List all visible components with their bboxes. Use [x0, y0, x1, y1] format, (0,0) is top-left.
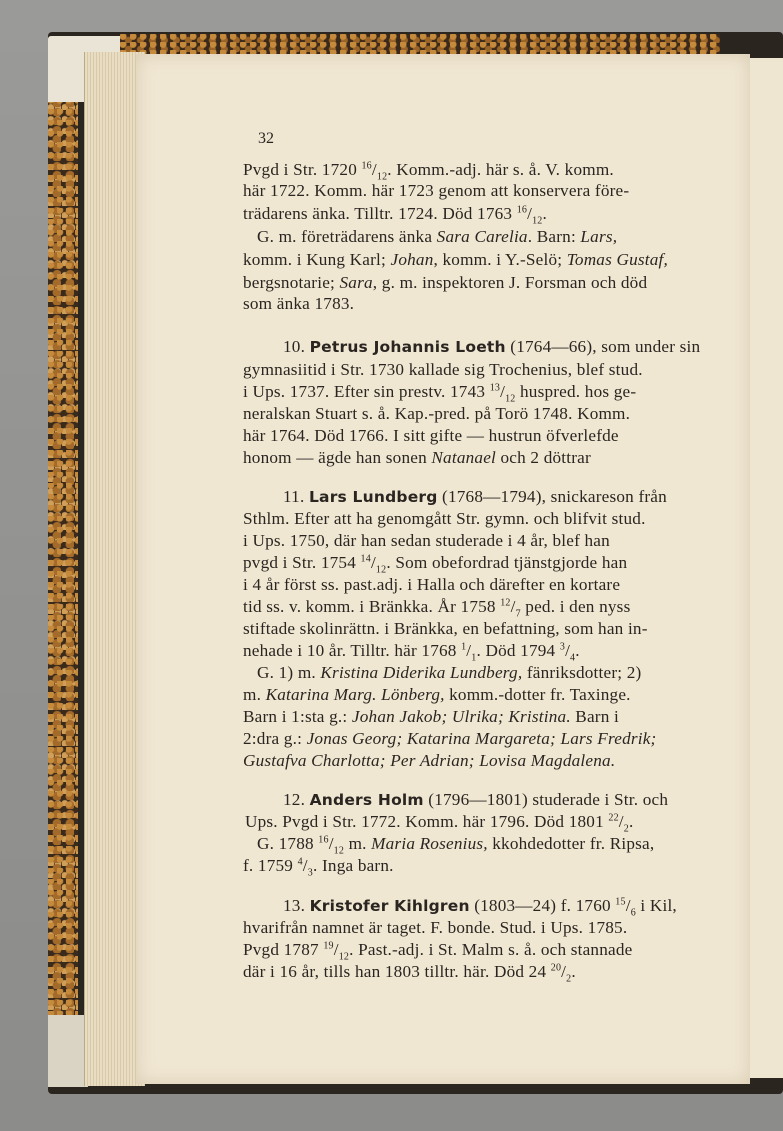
text-line: [243, 685, 631, 705]
text-run: bergsnotarie;: [243, 273, 340, 292]
next-page-edge: [750, 58, 783, 1078]
text-run: 22: [608, 812, 619, 824]
text-run: .: [575, 641, 580, 660]
text-line: [283, 790, 668, 810]
text-run: /: [328, 834, 334, 853]
text-run: 3: [559, 641, 566, 653]
text-line: [243, 751, 615, 771]
text-run: . Past.-adj. i St. Malm s. å. och stannade: [349, 940, 633, 959]
text-line: [257, 663, 641, 683]
text-line: [283, 337, 700, 357]
text-run: .: [628, 812, 634, 831]
text-line: [243, 181, 629, 201]
text-run: 2:dra g.:: [243, 729, 307, 748]
text-run: /: [466, 641, 472, 660]
italic-text: Johan Jakob; Ulrika; Kristina.: [351, 707, 571, 726]
text-line: [243, 294, 354, 314]
italic-text: Sara: [339, 273, 373, 292]
text-line: [257, 227, 617, 247]
text-run: 12: [338, 951, 350, 963]
text-run: 14: [360, 553, 371, 565]
text-line: [243, 250, 668, 270]
text-run: . Död 1794: [476, 641, 560, 660]
text-run: (1768—1794), snickareson från: [437, 487, 667, 506]
italic-text: Natanael: [431, 448, 497, 467]
text-line: [243, 619, 648, 639]
text-run: Barn i 1:sta g.:: [243, 707, 352, 726]
text-run: 3: [307, 867, 313, 879]
text-line: [243, 448, 591, 468]
text-run: ped. i den nyss: [520, 597, 631, 616]
text-run: /: [510, 597, 516, 616]
text-run: honom — ägde han sonen: [243, 448, 432, 467]
text-run: 13.: [283, 896, 310, 915]
text-line: [243, 575, 620, 595]
spine-bottom: [48, 1015, 88, 1087]
text-run: Pvgd i Str. 1720: [243, 160, 362, 179]
text-run: 13: [489, 382, 501, 394]
text-run: trädarens änka. Tilltr. 1724. Död 1763: [243, 204, 517, 223]
text-run: gymnasiitid i Str. 1730 kallade sig Trochenius, blef stud.: [243, 360, 643, 379]
text-run: 20: [550, 962, 562, 974]
text-line: [243, 856, 394, 878]
text-line: [243, 273, 647, 293]
italic-text: Tomas Gustaf,: [566, 250, 669, 269]
text-run: här 1764. Död 1766. I sitt gifte — hustrun öfverlefde: [243, 426, 619, 445]
text-line: [243, 918, 627, 938]
text-run: 2: [566, 973, 572, 985]
italic-text: Kristina Diderika Lundberg,: [320, 663, 523, 682]
text-run: fänriksdotter; 2): [522, 663, 642, 682]
text-run: 10.: [283, 337, 310, 356]
italic-text: Johan: [390, 250, 434, 269]
text-line: [243, 940, 632, 962]
text-run: hvarifrån namnet är taget. F. bonde. Stud. i Ups. 1785.: [243, 918, 628, 937]
page-body-text: [245, 0, 745, 1131]
text-run: /: [625, 896, 631, 915]
text-run: 12: [376, 171, 388, 183]
text-run: Pvgd 1787: [243, 940, 324, 959]
text-run: /: [371, 160, 377, 179]
text-run: 7: [515, 608, 521, 620]
text-line: [257, 834, 654, 856]
text-run: här 1722. Komm. här 1723 genom att konservera före-: [243, 181, 630, 200]
text-line: [243, 426, 619, 446]
text-line: [243, 962, 576, 984]
text-line: [243, 160, 614, 182]
text-run: 16: [318, 834, 329, 846]
text-run: (1796—1801) studerade i Str. och: [423, 790, 669, 809]
text-run: . Komm.-adj. här s. å. V. komm.: [387, 160, 614, 179]
text-run: , komm. i Y.-Selö;: [433, 250, 567, 269]
text-run: i Ups. 1750, där han sedan studerade i 4 år, blef han: [243, 531, 610, 550]
text-line: [243, 729, 656, 749]
text-line: [243, 404, 630, 424]
text-run: (1803—24) f. 1760: [469, 896, 616, 915]
text-run: Sthlm. Efter att ha genomgått Str. gymn. och blifvit stud.: [243, 509, 646, 528]
text-run: . Barn:: [527, 227, 581, 246]
text-run: 12: [375, 564, 387, 576]
text-run: G. 1) m.: [257, 663, 321, 682]
text-run: 2: [623, 823, 629, 835]
text-run: /: [527, 204, 533, 223]
text-line: [243, 509, 646, 529]
text-run: i Kil,: [635, 896, 677, 915]
text-run: 11.: [283, 487, 309, 506]
text-run: .: [571, 962, 576, 981]
text-run: neralskan Stuart s. å. Kap.-pred. på Torö 1748. Komm.: [243, 404, 631, 423]
text-run: , g. m. inspektoren J. Forsman och död: [372, 273, 648, 292]
text-run: .: [542, 204, 548, 223]
entry-name: Petrus Johannis Loeth: [309, 338, 506, 356]
text-line: [243, 382, 636, 404]
text-run: komm.-dotter fr. Taxinge.: [444, 685, 631, 704]
italic-text: Jonas Georg; Katarina Margareta; Lars Fredrik;: [306, 729, 657, 748]
text-run: 15: [615, 896, 626, 908]
text-run: Ups. Pvgd i Str. 1772. Komm. här 1796. Död 1801: [245, 812, 609, 831]
text-run: /: [370, 553, 376, 572]
text-run: m.: [243, 685, 266, 704]
text-run: /: [618, 812, 624, 831]
text-run: Barn i: [570, 707, 619, 726]
text-run: (1764—66), som under sin: [505, 337, 701, 356]
text-run: 12.: [283, 790, 310, 809]
italic-text: Lars,: [580, 227, 618, 246]
text-run: . Inga barn.: [312, 856, 394, 875]
text-run: 16: [516, 204, 528, 216]
text-run: /: [565, 641, 571, 660]
text-run: 12: [505, 393, 516, 405]
text-run: tid ss. v. komm. i Bränkka. År 1758: [243, 597, 501, 616]
text-run: komm. i Kung Karl;: [243, 250, 391, 269]
text-line: [243, 553, 627, 575]
text-line: [243, 707, 619, 727]
text-run: 12: [500, 597, 511, 609]
text-run: stiftade skolinrättn. i Bränkka, en befattning, som han in-: [243, 619, 648, 638]
text-line: [283, 896, 677, 918]
text-line: [243, 360, 643, 380]
text-run: /: [302, 856, 308, 875]
marbled-spine: [48, 98, 78, 1018]
text-run: . Som obefordrad tjänstgjorde han: [386, 553, 628, 572]
text-run: pvgd i Str. 1754: [243, 553, 361, 572]
text-line: [245, 812, 633, 834]
text-line: [243, 531, 610, 551]
text-run: /: [561, 962, 567, 981]
text-run: 1: [471, 652, 477, 664]
text-line: [243, 641, 580, 663]
text-run: huspred. hos ge-: [515, 382, 637, 401]
text-run: /: [500, 382, 506, 401]
text-run: 6: [630, 907, 636, 919]
text-run: G. 1788: [257, 834, 319, 853]
italic-text: Katarina Marg. Lönberg,: [265, 685, 445, 704]
text-run: G. m. företrädarens änka: [257, 227, 437, 246]
entry-name: Anders Holm: [309, 791, 424, 809]
entry-name: Lars Lundberg: [308, 488, 438, 506]
text-run: i Ups. 1737. Efter sin prestv. 1743: [243, 382, 490, 401]
text-line: [283, 487, 667, 507]
text-run: kkohdedotter fr. Ripsa,: [487, 834, 655, 853]
text-run: m.: [344, 834, 372, 853]
text-run: och 2 döttrar: [496, 448, 591, 467]
text-run: 4: [570, 652, 576, 664]
text-run: f. 1759: [243, 856, 298, 875]
text-run: 1: [461, 641, 467, 653]
page-number: 32: [258, 130, 274, 147]
text-run: 12: [532, 215, 543, 227]
text-run: 19: [323, 940, 334, 952]
text-run: där i 16 år, tills han 1803 tilltr. här. Död 24: [243, 962, 551, 981]
entry-name: Kristofer Kihlgren: [309, 897, 470, 915]
italic-text: Sara Carelia: [436, 227, 528, 246]
italic-text: Gustafva Charlotta; Per Adrian; Lovisa Magdalena.: [243, 751, 616, 770]
text-run: 16: [361, 160, 372, 172]
text-line: [243, 597, 630, 619]
text-run: 12: [333, 845, 345, 857]
text-run: i 4 år först ss. past.adj. i Halla och därefter en kortare: [243, 575, 621, 594]
text-line: [243, 204, 547, 226]
text-run: /: [333, 940, 339, 959]
text-run: nehade i 10 år. Tilltr. här 1768: [243, 641, 462, 660]
italic-text: Maria Rosenius,: [371, 834, 488, 853]
text-run: 4: [297, 856, 303, 868]
text-run: som änka 1783.: [243, 294, 355, 313]
